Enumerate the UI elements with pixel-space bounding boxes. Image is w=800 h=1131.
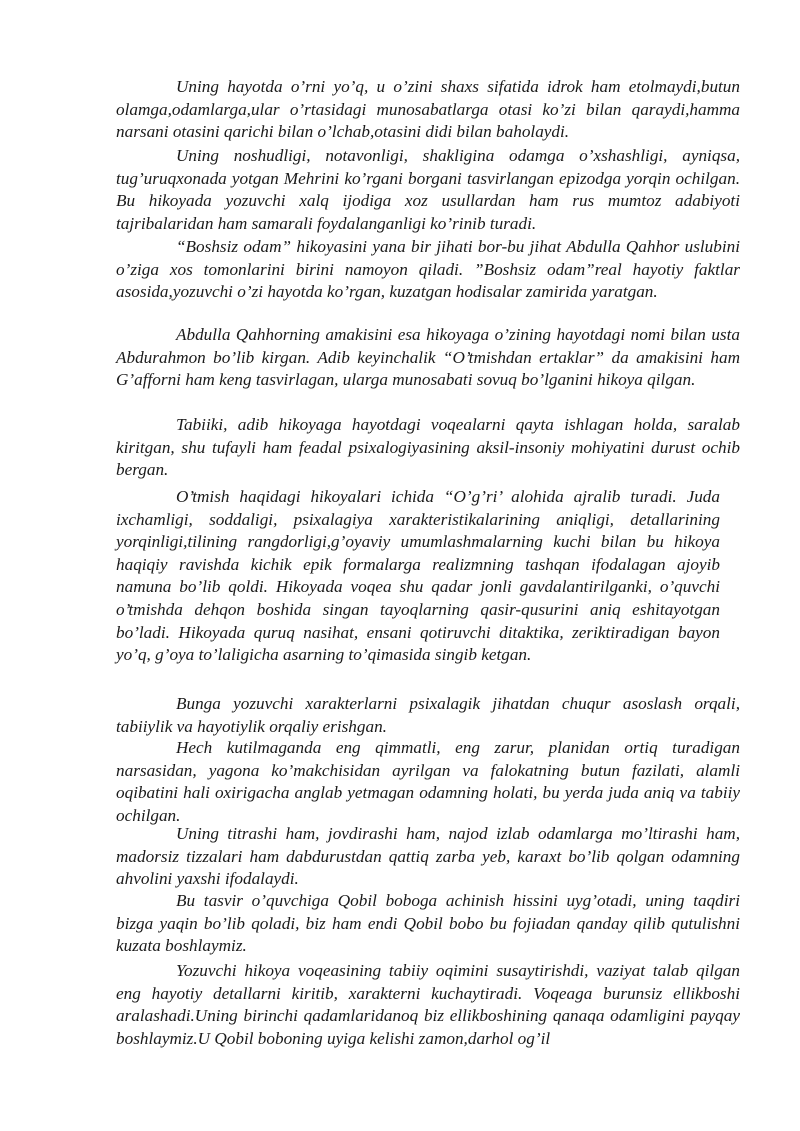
paragraph-9: Uning titrashi ham, jovdirashi ham, najod izlab odamlarga mo’ltirashi ham, madorsiz tizzalari ham dabdurustdan qattiq zarba yeb, karaxt bo’lib qolgan odamning ahvolini yaxshi ifodalaydi. [116,824,740,889]
paragraph-1: Uning hayotda o’rni yo’q, u o’zini shaxs sifatida idrok ham etolmaydi,butun olamga,odamlarga,ular o’rtasidagi munosabatlarga otasi ko’zi bilan qaraydi,hamma narsani otasini qarichi bilan o’lchab,otasini didi bilan baholaydi. [116,77,740,142]
paragraph-4: Abdulla Qahhorning amakisini esa hikoyaga o’zining hayotdagi nomi bilan usta Abdurahmon bo’lib kirgan. Adib keyinchalik “O’tmishdan ertaklar” da amakisini ham G’afforni ham keng tasvirlagan, ularga munosabati sovuq bo’lganini hikoya qilgan. [116,325,740,390]
paragraph-8: Hech kutilmaganda eng qimmatli, eng zarur, planidan ortiq turadigan narsasidan, yagona ko’makchisidan ayrilgan va falokatning butun fazilati, alamli oqibatini hali oxirigacha anglab yetmagan odamning holati, bu yerda juda aniq va tabiiy ochilgan. [116,738,740,825]
paragraph-6: O’tmish haqidagi hikoyalari ichida “O’g’ri’ alohida ajralib turadi. Juda ixchamligi, soddaligi, psixalagiya xarakteristikalarining aniqligi, detallarining yorqinligi,tilining rangdorligi,g’oyaviy umumlashmalarning kuchi bilan bu hikoya haqiqiy ravishda kichik epik formalarga realizmning tashqan ifodalagan ajoyib namuna bo’lib qoldi. Hikoyada voqea shu qadar jonli gavdalantirilganki, o’quvchi o’tmishda dehqon boshida singan tayoqlarning qasir-qusurini aniq eshitayotgan bo’ladi. Hikoyada quruq nasihat, ensani qotiruvchi ditaktika, zeriktiradigan bayon yo’q, g’oya to’laligicha asarning to’qimasida singib ketgan. [116,487,720,665]
paragraph-2: Uning noshudligi, notavonligi, shakligina odamga o’xshashligi, ayniqsa, tug’uruqxonada yotgan Mehrini ko’rgani borgani tasvirlangan epizodga yorqin ochilgan. Bu hikoyada yozuvchi xalq ijodiga xoz usullardan ham rus mumtoz adabiyoti tajribalaridan ham samarali foydalanganligi ko’rinib turadi. [116,146,740,233]
paragraph-3: “Boshsiz odam” hikoyasini yana bir jihati bor-bu jihat Abdulla Qahhor uslubini o’ziga xos tomonlarini birini namoyon qiladi. ”Boshsiz odam”real hayotiy faktlar asosida,yozuvchi o’zi hayotda ko’rgan, kuzatgan hodisalar zamirida yaratgan. [116,237,740,302]
paragraph-11: Yozuvchi hikoya voqeasining tabiiy oqimini susaytirishdi, vaziyat talab qilgan eng hayotiy detallarni kiritib, xarakterni kuchaytiradi. Voqeaga burunsiz ellikboshi aralashadi.Uning birinchi qadamlaridanoq biz ellikboshining qanaqa odamligini payqay boshlaymiz.U Qobil boboning uyiga kelishi zamon,darhol og’il [116,961,740,1048]
paragraph-7: Bunga yozuvchi xarakterlarni psixalagik jihatdan chuqur asoslash orqali, tabiiylik va hayotiylik orqaliy erishgan. [116,694,740,736]
paragraph-10: Bu tasvir o’quvchiga Qobil boboga achinish hissini uyg’otadi, uning taqdiri bizga yaqin bo’lib qoladi, biz ham endi Qobil bobo bu fojiadan qanday qilib qutulishni kuzata boshlaymiz. [116,891,740,956]
paragraph-5: Tabiiki, adib hikoyaga hayotdagi voqealarni qayta ishlagan holda, saralab kiritgan, shu tufayli ham feadal psixalogiyasining aksil-insoniy mohiyatini durust ochib bergan. [116,415,740,480]
